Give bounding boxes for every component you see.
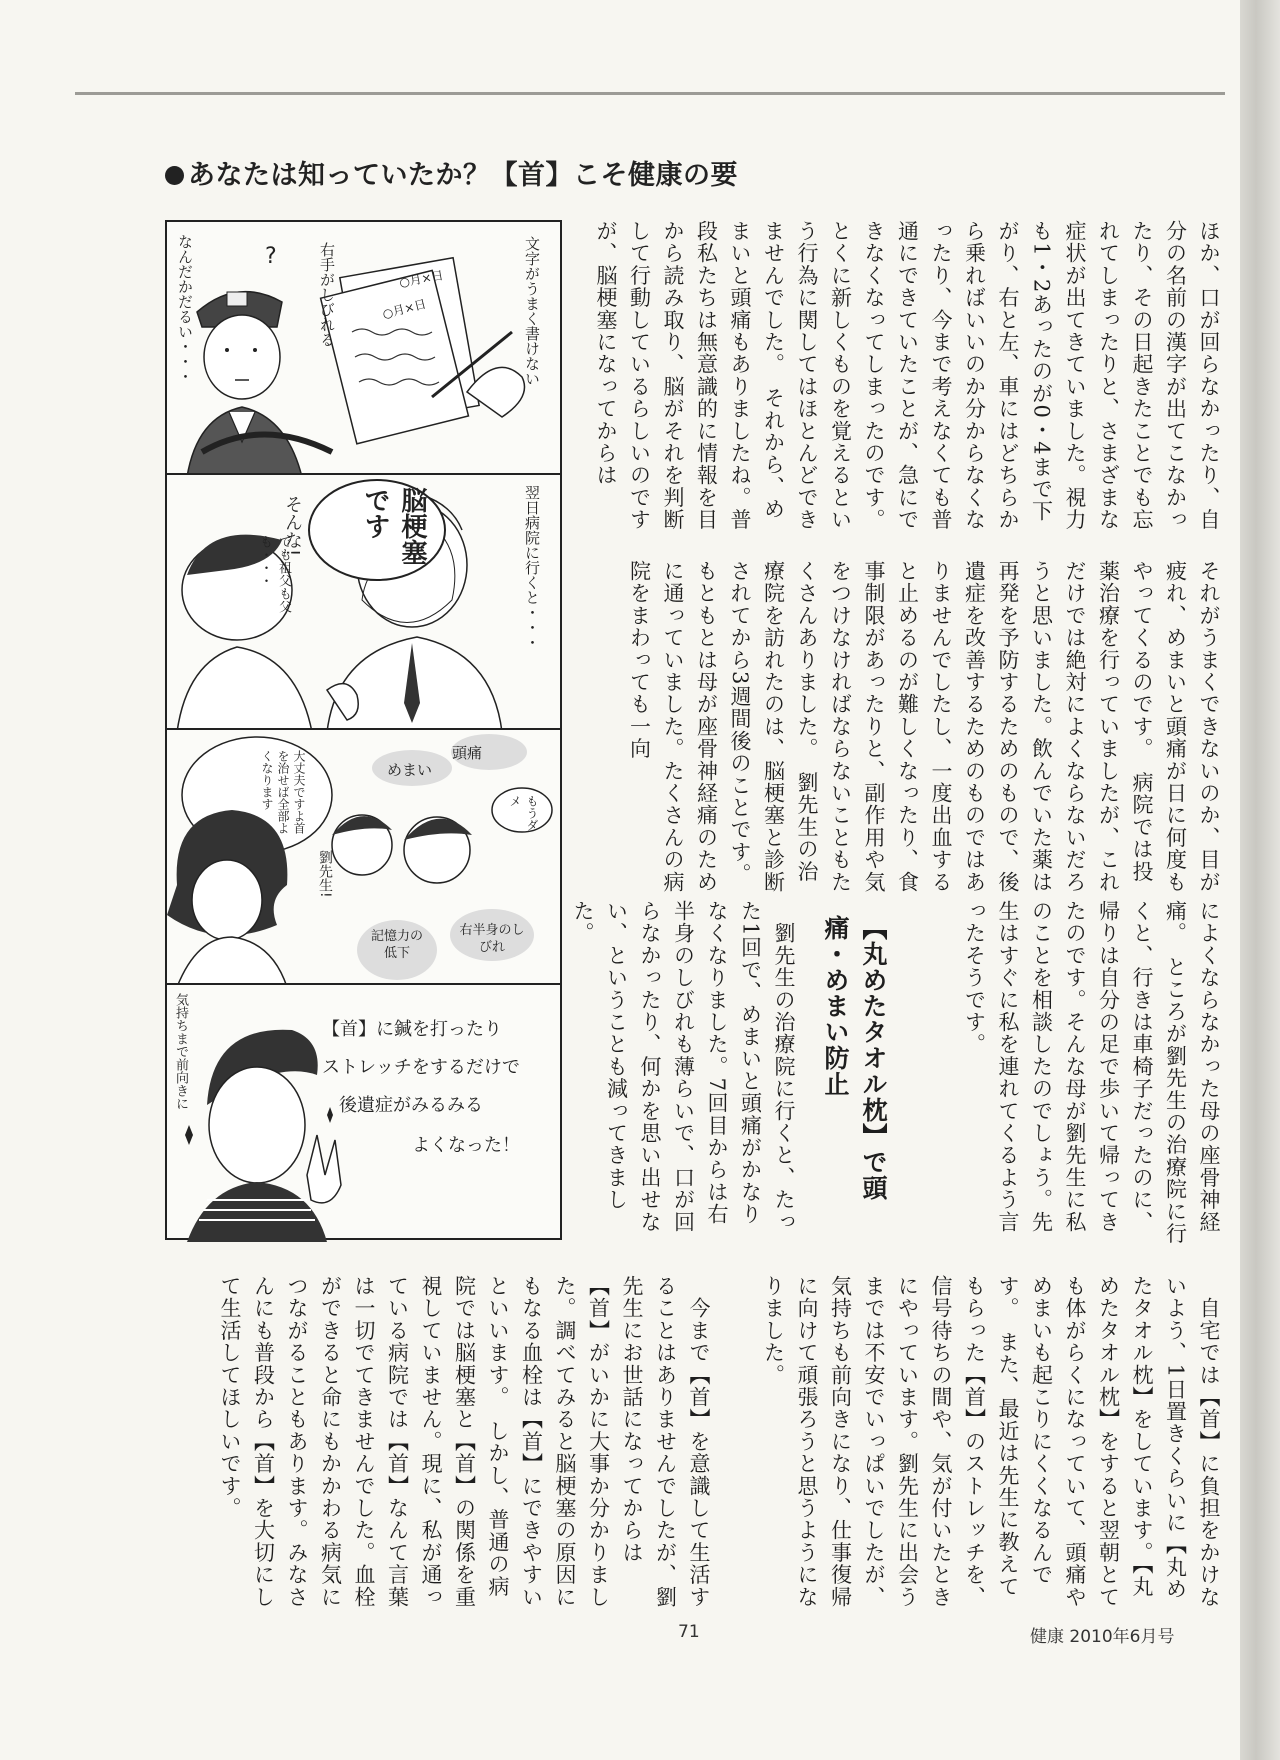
result-line-2: ストレッチをするだけで [322,1057,520,1078]
caption-cant-write: 文字がうまく書けない [523,236,541,386]
paper-date-front: ○月×日 [381,296,428,322]
page-number: 71 [678,1622,700,1642]
tag-right-side-numbness: 右半身のしびれ [459,923,525,955]
article-text: 劉先生の治療院に行くと、たった1回で、めまいと頭痛がかなりなくなりました。7回目からは右半身のしびれも薄らいで、口が回らなかったり、何かを思い出せない、ということも減ってきました。 [571,900,796,1233]
result-line-3: 後遺症がみるみる [339,1095,483,1116]
tag-dizziness: めまい [387,761,433,779]
article-text: 自宅では【首】に負担をかけないよう、1日置きくらいに【丸めたタオル枕】をしています。【丸めたタオル枕】をすると翌朝とても体がらくになっていて、頭痛やめまいも起こりにくくなるんです。 また、最近は先生に教えてもらった【首】のストレッチを、信号待ちの間や、気が付いたときにやっています。劉先生に出会うまでは不安でいっぱいでしたが、気持ちも前向きになり、仕事復帰に向けて頑張ろうと思うようになりました。 [761,1275,1221,1608]
caption-positive-feelings: 気持ちまで前向きに [173,993,188,1110]
article-text: それがうまくできないのか、目が疲れ、めまいと頭痛が日に何度もやってくるのです。 病院では投薬治療を行っていましたが、これだけでは絶対によくならないだろうと思いました。飲んでいた薬は再発を予防するためのもので、後遺症を改善するためのものではありませんでしたし、一度出血すると止めるのが難しくなったり、食事制限があったりと、副作用や気をつけなければならないこともたくさんありました。 劉先生の治療院を訪れたのは、脳梗塞と診断されてから3週間後のことです。もともとは母が座骨神経痛のために通っていました。たくさんの病院をまわっても一向 [627,560,1221,893]
article-text: ほか、口が回らなかったり、自分の名前の漢字が出てこなかったり、その日起きたことでも忘れてしまったりと、さまざまな症状が出てきていました。視力も1・2あったのが0・4まで下がり、右と左、車にはどちらから乗ればいいのか分からなくなったり、今まで考えなくても普通にできていたことが、急にできなくなってしまったのです。とくに新しくものを覚えるという行為に関してはほとんどできませんでした。 それから、めまいと頭痛もありましたね。普段私たちは無意識的に情報を目から読み取り、脳がそれを判断して行動しているらしいのですが、脳梗塞になってからは [594,220,1221,531]
result-line-4: よくなった！ [412,1135,520,1156]
panel-1-drawing [167,222,564,477]
comic-panel-1 [165,220,562,475]
article-text: 今まで【首】を意識して生活することはありませんでしたが、劉先生にお世話になってからは【首】がいかに大事か分かりました。調べてみると脳梗塞の原因にもなる血栓は【首】にできやすいといいます。 しかし、普通の病院では脳梗塞と【首】の関係を重視していません。現に、私が通っている病院では【首】なんて言葉は一切でてきませんでした。血栓ができると命にもかかわる病気につながることもあります。みなさんにも普段から【首】を大切にして生活してほしいです。 [218,1275,711,1608]
page-heading [165,153,738,192]
doctor-speech: 脳梗塞です [360,487,427,565]
article-text: によくならなかった母の座骨神経痛。 ところが劉先生の治療院に行くと、行きは車椅子だったのに、帰りは自分の足で歩いて帰ってきたのです。そんな母が劉先生に私のことを相談したのでしょう。先生はすぐに私を連れてくるよう言ったそうです。 [962,900,1221,1245]
article-column-bottom-left [165,1275,715,1610]
article-column-mid-right [590,560,1225,900]
article-column-bottom-right [725,1275,1225,1610]
subheading-text: 【丸めたタオル枕】で頭痛・めまい防止 [821,915,888,1201]
patient-despair-speech: もうダメ [508,795,539,831]
paper-date-back: ○月×日 [398,268,445,290]
comic-strip [165,220,562,1240]
magazine-issue: 健康 2010年6月号 [1030,1627,1175,1647]
comic-panel-4 [165,983,562,1240]
top-rule [75,92,1225,95]
caption-sluggish: なんだかだるい・・・ [176,234,194,384]
caption-next-day-hospital: 翌日病院に行くと・・・ [523,485,541,650]
bullet-icon [165,166,184,185]
article-column-top-right [590,220,1225,540]
article-column-mid-left [900,900,1225,1245]
comic-panel-2 [165,473,562,730]
question-mark: ? [265,244,277,269]
doctor-reassurance-speech: 大丈夫ですよ首を治せば全部よくなります [260,750,306,834]
caption-right-hand-numb: 右手がしびれる [318,242,336,347]
patient-exclaim: そんな! [282,495,303,557]
section-subheading [812,915,892,1235]
name-label-dr-liu: 劉先生! [317,850,333,898]
heading-text: あなたは知っていたか？【首】こそ健康の要 [188,160,738,191]
tag-headache: 頭痛 [452,744,483,762]
page-edge [1240,0,1280,1760]
article-column-mid-left-2 [571,900,800,1245]
tag-memory-loss: 記憶力の低下 [370,929,423,961]
comic-panel-3 [165,728,562,985]
patient-sub-remark: でも祖父も父も・・・ [257,535,291,613]
result-line-1: 【首】に鍼を打ったり [322,1019,502,1040]
